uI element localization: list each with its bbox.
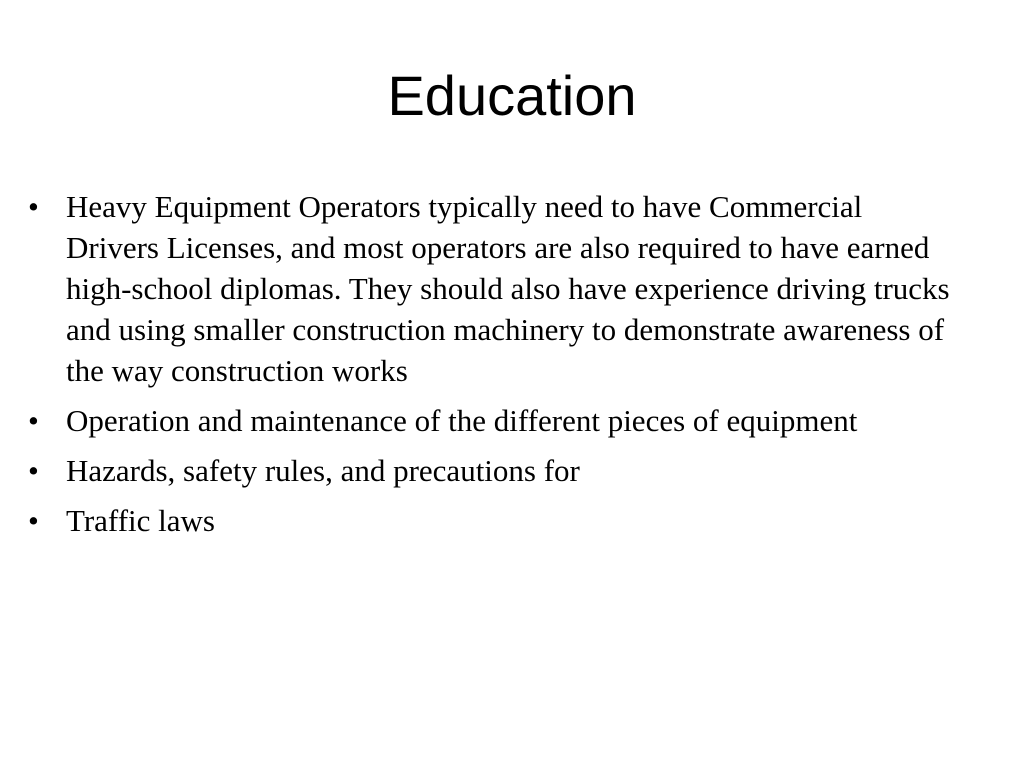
bullet-item xyxy=(28,450,958,491)
bullet-item xyxy=(28,400,958,441)
bullet-icon: • xyxy=(28,403,39,438)
bullet-item xyxy=(28,186,958,391)
bullet-icon: • xyxy=(28,503,39,538)
bullet-text: Heavy Equipment Operators typically need to have Commercial Drivers Licenses, and most operators are also required to have earned high-school diplomas. They should also have experience driving trucks and using smaller construction machinery to demonstrate awareness of the way construction works xyxy=(66,189,950,388)
bullet-item xyxy=(28,500,958,541)
bullet-icon: • xyxy=(28,189,39,224)
slide-title: Education xyxy=(387,64,637,127)
bullet-list xyxy=(28,186,958,550)
bullet-text: Operation and maintenance of the different pieces of equipment xyxy=(66,403,858,438)
bullet-text: Traffic laws xyxy=(66,503,215,538)
bullet-icon: • xyxy=(28,453,39,488)
bullet-text: Hazards, safety rules, and precautions for xyxy=(66,453,580,488)
